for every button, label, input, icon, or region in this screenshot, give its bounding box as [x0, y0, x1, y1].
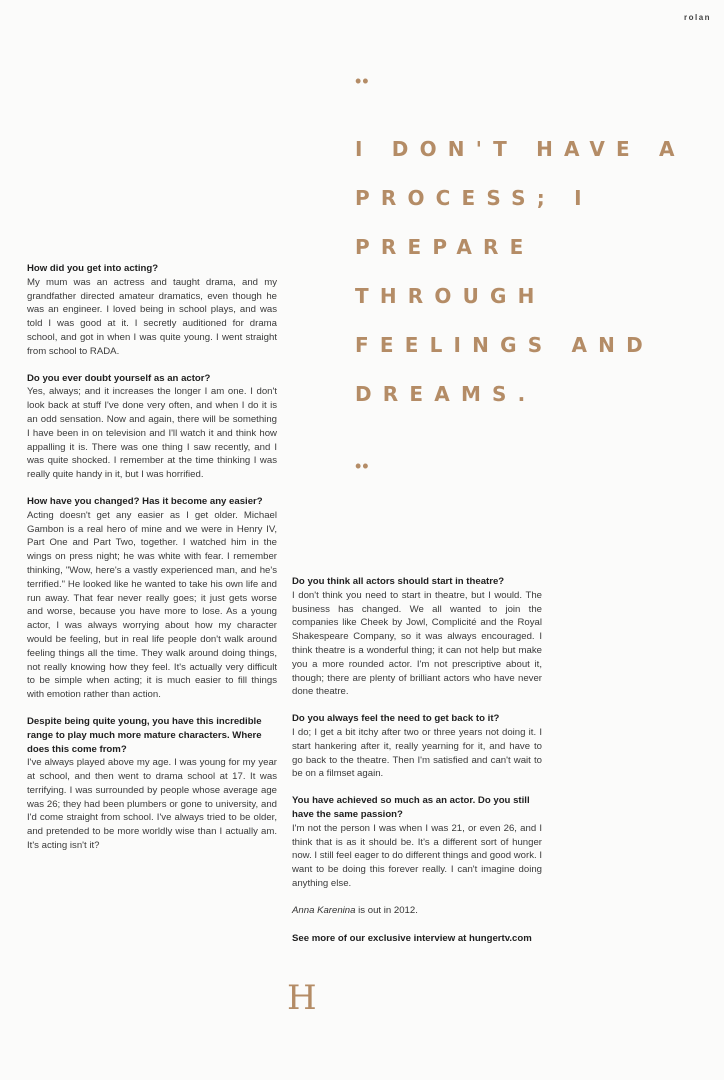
right-column [292, 575, 542, 945]
interview-question: Do you always feel the need to get back to it? [292, 713, 500, 725]
interview-answer: My mum was an actress and taught drama, and my grandfather directed amateur dramatics, even though he was an engineer. I loved being in school plays, and was told I was good at it. I secretly auditioned for drama school, and got in when I was quite young. I went straight from school to RADA. [27, 276, 277, 357]
interview-answer: I've always played above my age. I was young for my year at school, and then went to drama school at 17. It was terrifying. I was surrounded by people whose average age was 26; they had been plumbers or gone to university, and I'd come straight from school. I've always tried to be older, and pretended to be more worldly wise than I actually am. It's acting isn't it? [27, 757, 277, 852]
interview-question: How have you changed? Has it become any easier? [27, 495, 263, 507]
interview-answer: I'm not the person I was when I was 21, or even 26, and I think that is as it should be. It's a different sort of hunger now. I still feel eager to do different things and good work. I want to be doing this forever really. I can't imagine doing anything else. [292, 822, 542, 889]
interview-question: How did you get into acting? [27, 263, 159, 274]
running-head: rolan [684, 13, 712, 22]
qa-block [27, 262, 277, 359]
film-title: Anna Karenina [292, 904, 356, 916]
quote-open-mark: •• [355, 71, 370, 91]
qa-block [27, 372, 277, 482]
interview-question: You have achieved so much as an actor. Do you still have the same passion? [292, 795, 530, 820]
qa-block [27, 495, 277, 702]
qa-block [27, 715, 277, 853]
interview-answer: I do; I get a bit itchy after two or three years not doing it. I start hankering after it, really yearning for it, and have to go back to the theatre. Then I'm satisfied and can't wait to be on a filmset again. [292, 726, 542, 780]
interview-question: Do you ever doubt yourself as an actor? [27, 372, 211, 384]
left-column [27, 262, 277, 866]
interview-answer: Yes, always; and it increases the longer I am one. I don't look back at stuff I've done very often, and when I do it is an odd sensation. Now and again, there will be something I have been in on television and I'll watch it and think how appalling it is. There was one thing I saw recently, and I was quite shocked. I remember at the time thinking I was really quite handy in it, but I was horrified. [27, 386, 277, 481]
qa-block [292, 794, 542, 891]
quote-close-mark: •• [355, 456, 370, 476]
qa-block [292, 575, 542, 699]
release-note [292, 904, 542, 918]
interview-answer: Acting doesn't get any easier as I get older. Michael Gambon is a real hero of mine and we were in Henry IV, Part One and Part Two, together. I watched him in the wings on press night; he was white with fear. I remember thinking, "Wow, here's a vastly experienced man, and he's terrified." He looked like he wanted to take his own life and run away. That fear never really goes; it just gets worse and worse, because you have more to lose. As a young actor, I was always worrying about how my character would be feeling, but in real life people don't walk around feeling things all the time. They walk around doing things, not really knowing how they feel. It's actually very difficult to be simple when acting; it is much easier to fill things with emotion rather than action. [27, 509, 277, 701]
interview-question: Do you think all actors should start in theatre? [292, 576, 505, 587]
qa-block [292, 712, 542, 781]
release-note-text: is out in 2012. [355, 904, 418, 916]
interview-answer: I don't think you need to start in theatre, but I would. The business has changed. We all wanted to join the companies like Cheek by Jowl, Complicité and the Royal Shakespeare Company, so it was always encouraged. I think theatre is a wonderful thing; it can not help but make you a more rounded actor. I'm not prescriptive about it, though; there are plenty of brilliant actors who have never done theatre. [292, 589, 542, 698]
pull-quote: I DON'T HAVE A PROCESS; I PREPARE THROUGH FEELINGS AND DREAMS. [355, 137, 686, 406]
interview-question: Despite being quite young, you have this incredible range to play much more mature characters. Where does this come from? [27, 715, 262, 755]
hunger-logo-icon: H [287, 978, 317, 1018]
more-interview-link[interactable]: See more of our exclusive interview at hungertv.com [292, 932, 532, 944]
